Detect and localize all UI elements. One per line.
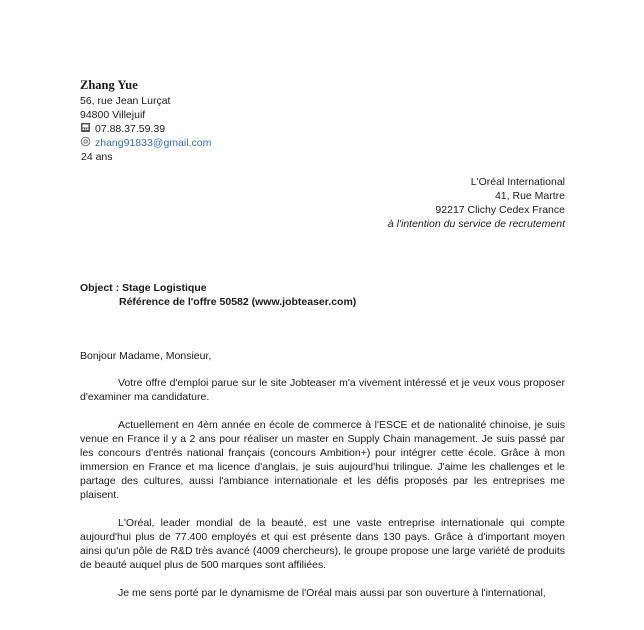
object-label: Object : Stage Logistique (80, 282, 207, 294)
paragraph: Je me sens porté par le dynamisme de l'Oréal mais aussi par son ouverture à l'international, (118, 587, 546, 599)
paragraph: Actuellement en 4èm année en école de commerce à l'ESCE et de nationalité chinoise, je suis venue en France il y a 2 ans pour réaliser un master en Supply Chain management. Je suis passé par les concours d'entrés national français (concours Ambition+) pour intégrer cette école. Grâce à mon immersion en France et ma licence d'anglais, je suis aujourd'hui trilingue. J'aime les challenges et le partage des cultures, aussi l'ambiance internationale et les défis proposés par les entreprises me plaisent. (80, 419, 565, 501)
letter-body (80, 349, 565, 614)
phone-icon (80, 122, 91, 133)
at-sign-icon (80, 136, 91, 147)
sender-age: 24 ans (81, 151, 113, 163)
recipient-street: 41, Rue Martre (494, 190, 565, 202)
recipient-attention: à l'intention du service de recrutement (387, 218, 565, 230)
recipient-company: L'Oréal International (470, 176, 565, 188)
sender-email-link[interactable]: zhang91833@gmail.com (95, 137, 212, 149)
object-reference: Référence de l'offre 50582 (www.jobteaser.com) (119, 296, 357, 308)
sender-phone-row (80, 122, 340, 136)
paragraph: Votre offre d'emploi parue sur le site Jobteaser m'a vivement intéressé et je veux vous proposer d'examiner ma candidature. (80, 377, 565, 403)
sender-email-row (80, 136, 340, 150)
recipient-city: 92217 Clichy Cedex France (435, 204, 565, 216)
sender-phone: 07.88.37.59.39 (95, 123, 166, 135)
sender-block (80, 78, 340, 164)
salutation: Bonjour Madame, Monsieur, (80, 350, 212, 362)
paragraph: L'Oréal, leader mondial de la beauté, est une vaste entreprise internationale qui compte aujourd'hui plus de 77.400 employés et qui est présente dans 130 pays. Grâce à d'important moyen ainsi qu'un pôle de R&D très avancé (4009 chercheurs), le groupe propose une large variété de produits de beauté auquel plus de 500 marques sont affiliées. (80, 517, 565, 571)
recipient-block (330, 175, 565, 231)
sender-name: Zhang Yue (80, 78, 138, 92)
sender-street: 56, rue Jean Lurçat (80, 95, 171, 107)
object-block (80, 281, 560, 309)
sender-city: 94800 Villejuif (80, 109, 146, 121)
